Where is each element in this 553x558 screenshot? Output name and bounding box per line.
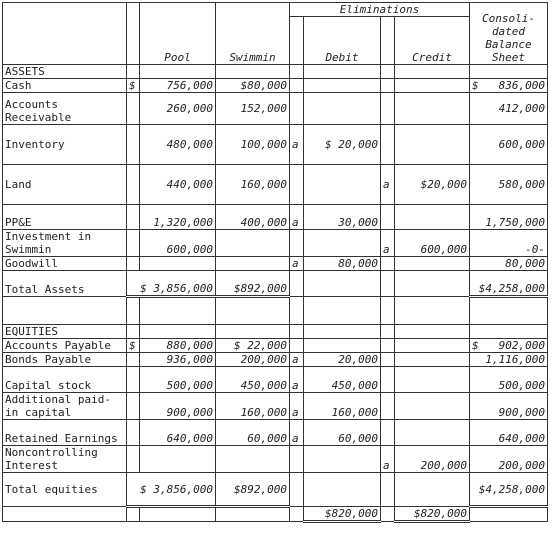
row-investment: Investment in Swimmin 600,000 a 600,000 -0- [3, 230, 548, 257]
row-land: Land 440,000 160,000 a $20,000 580,000 [3, 165, 548, 205]
row-ppe: PP&E 1,320,000 400,000 a 30,000 1,750,000 [3, 205, 548, 230]
header-credit-key [381, 17, 395, 65]
row-bonds: Bonds Payable 936,000 200,000 a 20,000 1,116,000 [3, 353, 548, 367]
row-cash: Cash $ 756,000 $80,000 $ 836,000 [3, 79, 548, 93]
section-assets: ASSETS [3, 65, 127, 79]
header-pool: Pool [140, 3, 216, 65]
row-noncontrolling: Noncontrolling Interest a 200,000 200,000 [3, 446, 548, 473]
row-total-assets: Total Assets $ 3,856,000 $892,000 $4,258,000 [3, 271, 548, 297]
credit-total: $820,000 [395, 507, 470, 522]
section-equities: EQUITIES [3, 325, 127, 339]
header-credit: Credit [395, 17, 470, 65]
row-accounts-payable: Accounts Payable $ 880,000 $ 22,000 $ 902,000 [3, 339, 548, 353]
header-account [3, 3, 127, 65]
header-debit: Debit [304, 17, 381, 65]
header-spacer [127, 3, 140, 65]
header-debit-key [290, 17, 304, 65]
header-swimmin: Swimmin [216, 3, 290, 65]
row-retained-earnings: Retained Earnings 640,000 60,000 a 60,000 640,000 [3, 420, 548, 446]
row-ar: Accounts Receivable 260,000 152,000 412,000 [3, 93, 548, 125]
row-spacer [3, 297, 548, 325]
row-goodwill: Goodwill a 80,000 80,000 [3, 257, 548, 271]
row-apic: Additional paid-in capital 900,000 160,000 a 160,000 900,000 [3, 393, 548, 420]
row-capital-stock: Capital stock 500,000 450,000 a 450,000 500,000 [3, 367, 548, 393]
row-total-equities: Total equities $ 3,856,000 $892,000 $4,258,000 [3, 473, 548, 507]
consolidation-worksheet [2, 2, 548, 523]
row-inventory: Inventory 480,000 100,000 a $ 20,000 600,000 [3, 125, 548, 165]
header-eliminations: Eliminations [290, 3, 470, 17]
row-elimination-totals [3, 507, 548, 522]
header-consolidated: Consoli- dated Balance Sheet [470, 3, 548, 65]
debit-total: $820,000 [304, 507, 381, 522]
